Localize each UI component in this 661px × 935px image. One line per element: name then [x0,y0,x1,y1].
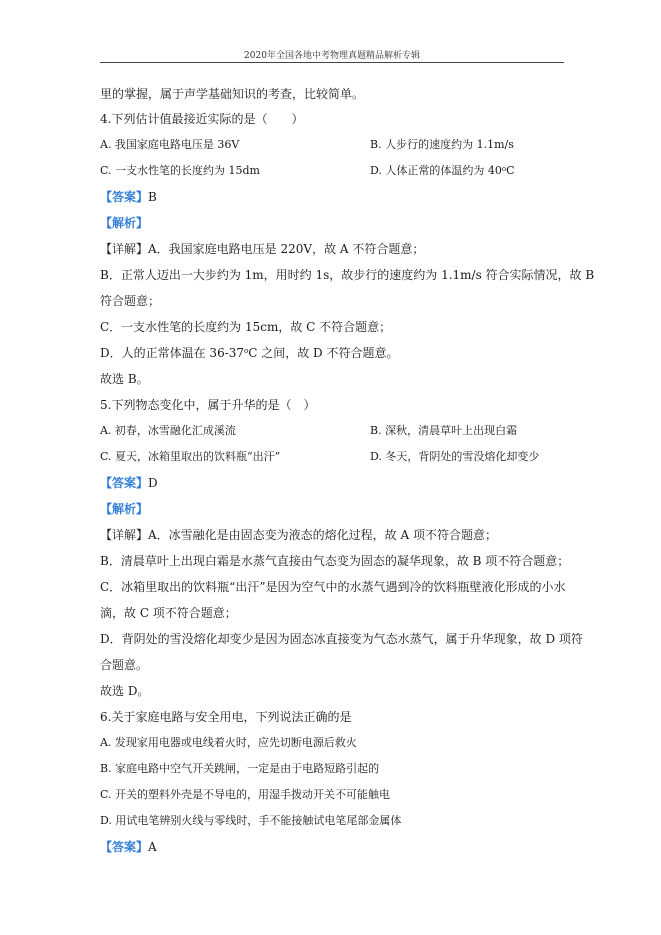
page-header-title: 2020年全国各地中考物理真题精品解析专辑 [244,51,420,61]
q6-option-a: A. 发现家用电器或电线着火时，应先切断电源后救火 [100,736,357,749]
q4-detail-a: 【详解】A．我国家庭电路电压是 220V，故 A 不符合题意； [100,242,425,256]
q5-answer: 【答案】D [100,476,158,490]
q5-detail-c: C．冰箱里取出的饮料瓶“出汗”是因为空气中的水蒸气遇到冷的饮料瓶壁液化形成的小水 [100,580,566,594]
answer-tag: 【答案】 [100,190,149,204]
q5-option-c: C. 夏天，冰箱里取出的饮料瓶“出汗” [100,450,281,463]
q5-analysis-tag: 【解析】 [100,502,149,516]
q5-detail-c-cont: 滴，故 C 项不符合题意； [100,606,237,620]
q5-detail-a: 【详解】A．冰雪融化是由固态变为液态的熔化过程，故 A 项不符合题意； [100,528,497,542]
q5-detail-d: D．背阴处的雪没熔化却变少是因为固态冰直接变为气态水蒸气，属于升华现象，故 D 项符 [100,632,583,646]
q6-answer: 【答案】A [100,840,157,854]
q4-detail-d: D．人的正常体温在 36-37$^o$C 之间，故 D 不符合题意。 [100,346,399,360]
answer-tag: 【答案】 [100,476,149,490]
q5-option-d: D. 冬天，背阴处的雪没熔化却变少 [370,450,540,463]
q6-option-c: C. 开关的塑料外壳是不导电的，用湿手拨动开关不可能触电 [100,788,391,801]
q4-conclusion: 故选 B。 [100,372,149,386]
q5-stem: 5.下列物态变化中，属于升华的是（ ） [100,398,316,412]
q5-option-a: A. 初春，冰雪融化汇成溪流 [100,424,236,437]
q6-option-b: B. 家庭电路中空气开关跳闸，一定是由于电路短路引起的 [100,762,380,775]
q6-option-d: D. 用试电笔辨别火线与零线时，手不能接触试电笔尾部金属体 [100,814,402,827]
q4-option-b: B. 人步行的速度约为 1.1m/s [370,138,514,151]
q5-conclusion: 故选 D。 [100,684,150,698]
q5-detail-b: B．清晨草叶上出现白霜是水蒸气直接由气态变为固态的凝华现象，故 B 项不符合题意； [100,554,570,568]
intro-text: 里的掌握，属于声学基础知识的考查，比较简单。 [100,87,365,101]
q4-stem: 4.下列估计值最接近实际的是（ ） [100,112,304,126]
q4-option-a: A. 我国家庭电路电压是 36V [100,138,240,151]
header-divider [100,62,564,63]
q4-analysis-tag: 【解析】 [100,216,149,230]
answer-tag: 【答案】 [100,840,149,854]
q4-detail-b: B．正常人迈出一大步约为 1m，用时约 1s，故步行的速度约为 1.1m/s 符合实际情况，故 B [100,268,595,282]
q6-stem: 6.关于家庭电路与安全用电，下列说法正确的是 [100,710,352,724]
q4-option-d: D. 人体正常的体温约为 40$^o$C [370,164,515,177]
q4-answer: 【答案】B [100,190,157,204]
q5-detail-d-cont: 合题意。 [100,658,149,672]
q4-detail-c: C．一支水性笔的长度约为 15cm，故 C 不符合题意； [100,320,392,334]
q5-option-b: B. 深秋，清晨草叶上出现白霜 [370,424,518,437]
q4-option-c: C. 一支水性笔的长度约为 15dm [100,164,260,177]
q4-detail-b-cont: 符合题意； [100,294,161,308]
